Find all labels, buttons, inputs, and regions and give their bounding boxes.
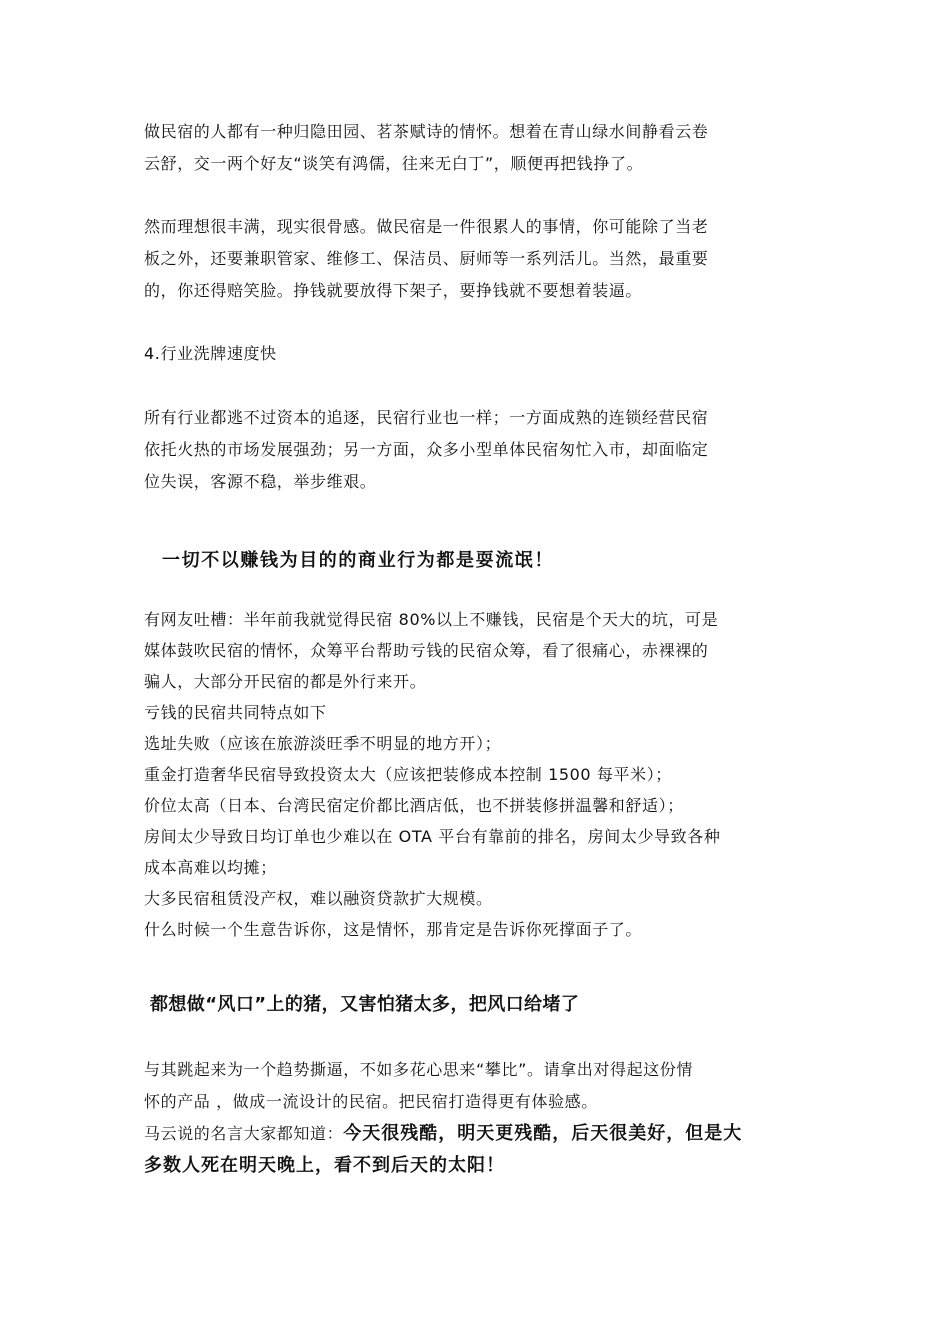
text-line: 的，你还得赔笑脸。挣钱就要放得下架子，要挣钱就不要想着装逼。 (144, 281, 643, 300)
text-line: 房间太少导致日均订单也少难以在 OTA 平台有靠前的排名，房间太少导致各种 (144, 827, 721, 846)
text-line: 依托火热的市场发展强劲；另一方面，众多小型单体民宿匆忙入市，却面临定 (144, 440, 709, 459)
text-line: 骗人，大部分开民宿的都是外行来开。 (144, 672, 427, 691)
text-line: 重金打造奢华民宿导致投资太大（应该把装修成本控制 1500 每平米）； (144, 765, 672, 784)
paragraph-capital (144, 402, 808, 498)
text-line: 板之外，还要兼职管家、维修工、保洁员、厨师等一系列活儿。当然，最重要 (144, 249, 709, 268)
text-line: 做民宿的人都有一种归隐田园、茗茶赋诗的情怀。想着在青山绿水间静看云卷 (144, 122, 709, 141)
text-line: 然而理想很丰满，现实很骨感。做民宿是一件很累人的事情，你可能除了当老 (144, 217, 709, 236)
text-line: 云舒，交一两个好友“谈笑有鸿儒，往来无白丁”，顺便再把钱挣了。 (144, 154, 644, 173)
text-line: 什么时候一个生意告诉你，这是情怀，那肯定是告诉你死撑面子了。 (144, 920, 643, 939)
text-line: 4.行业洗牌速度快 (144, 344, 277, 363)
text-line: 大多民宿租赁没产权，难以融资贷款扩大规模。 (144, 889, 493, 908)
text-line: 怀的产品 ，做成一流设计的民宿。把民宿打造得更有体验感。 (144, 1092, 598, 1111)
text-line: 媒体鼓吹民宿的情怀，众筹平台帮助亏钱的民宿众筹，看了很痛心，赤裸裸的 (144, 641, 709, 660)
heading-wind-pig: 都想做“风口”上的猪，又害怕猪太多，把风口给堵了 (150, 994, 580, 1015)
heading-profit-motive: 一切不以赚钱为目的的商业行为都是耍流氓！ (162, 550, 554, 571)
text-line: 与其跳起来为一个趋势撕逼，不如多花心思来“攀比”。请拿出对得起这份情 (144, 1060, 693, 1079)
text-line: 价位太高（日本、台湾民宿定价都比酒店低，也不拼装修拼温馨和舒适）； (144, 796, 684, 815)
text-line: 成本高难以均摊； (144, 858, 277, 877)
quote-line (144, 1118, 808, 1150)
quote-line-2: 多数人死在明天晚上，看不到后天的太阳！ (144, 1155, 505, 1176)
section-title-industry-reshuffle (144, 338, 808, 370)
quote-intro: 马云说的名言大家都知道： (144, 1124, 344, 1143)
paragraph-design (144, 1054, 808, 1182)
paragraph-losing-money (144, 604, 808, 945)
text-line: 选址失败（应该在旅游淡旺季不明显的地方开）； (144, 734, 502, 753)
text-line: 有网友吐槽：半年前我就觉得民宿 80%以上不赚钱，民宿是个天大的坑，可是 (144, 610, 719, 629)
text-line: 亏钱的民宿共同特点如下 (144, 703, 327, 722)
text-line: 所有行业都逃不过资本的追逐，民宿行业也一样；一方面成熟的连锁经营民宿 (144, 408, 709, 427)
text-line: 位失误，客源不稳，举步维艰。 (144, 472, 377, 491)
quote-emphasis: 今天很残酷，明天更残酷，后天很美好，但是大 (343, 1123, 743, 1144)
paragraph-reality (144, 211, 808, 307)
paragraph-idealism (144, 116, 808, 180)
